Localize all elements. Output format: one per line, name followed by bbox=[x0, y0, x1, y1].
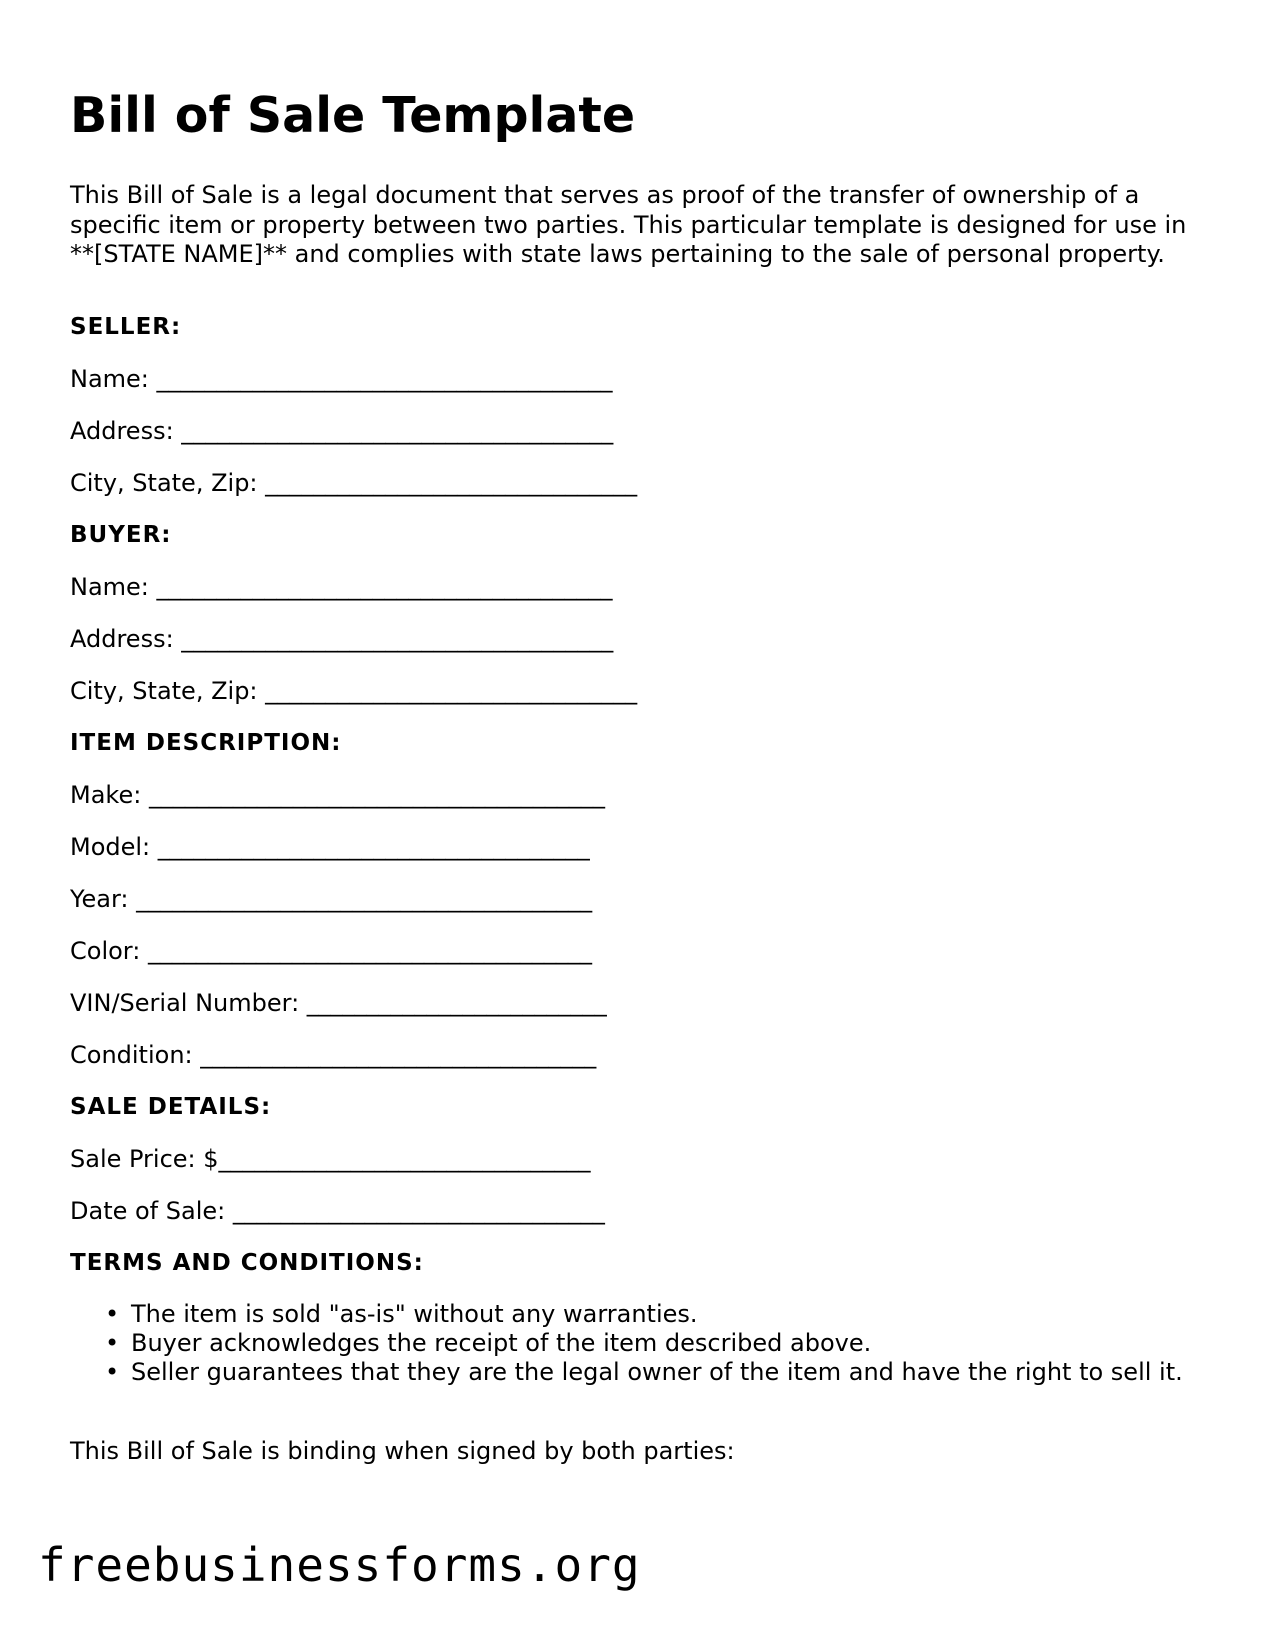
term-text: Seller guarantees that they are the legal owner of the item and have the right to sell it. bbox=[131, 1358, 1183, 1386]
page-title: Bill of Sale Template bbox=[70, 87, 636, 144]
date-of-sale-field[interactable]: Date of Sale: _______________________________ bbox=[70, 1197, 605, 1225]
buyer-address-field[interactable]: Address: ____________________________________ bbox=[70, 625, 614, 653]
term-text: Buyer acknowledges the receipt of the item described above. bbox=[131, 1329, 872, 1357]
seller-heading: SELLER: bbox=[70, 314, 182, 340]
list-item bbox=[105, 1358, 1190, 1387]
seller-name-field[interactable]: Name: ______________________________________ bbox=[70, 365, 613, 393]
item-year-field[interactable]: Year: ______________________________________ bbox=[70, 885, 593, 913]
item-vin-serial-field[interactable]: VIN/Serial Number: _________________________ bbox=[70, 989, 607, 1017]
term-text: The item is sold "as-is" without any warranties. bbox=[131, 1300, 698, 1328]
item-description-heading: ITEM DESCRIPTION: bbox=[70, 730, 342, 756]
terms-heading: TERMS AND CONDITIONS: bbox=[70, 1250, 424, 1276]
intro-paragraph: This Bill of Sale is a legal document that serves as proof of the transfer of ownership of a specific item or property between two parties. This particular template is designed for use in **[STATE NAME]** and complies with state laws pertaining to the sale of personal property. bbox=[70, 181, 1187, 269]
buyer-name-field[interactable]: Name: ______________________________________ bbox=[70, 573, 613, 601]
seller-address-field[interactable]: Address: ____________________________________ bbox=[70, 417, 614, 445]
watermark-text: freebusinessforms.org bbox=[38, 1538, 641, 1592]
sale-details-heading: SALE DETAILS: bbox=[70, 1094, 272, 1120]
list-item bbox=[105, 1329, 1190, 1358]
item-make-field[interactable]: Make: ______________________________________ bbox=[70, 781, 605, 809]
buyer-city-state-zip-field[interactable]: City, State, Zip: _______________________________ bbox=[70, 677, 638, 705]
list-item bbox=[105, 1300, 1190, 1329]
item-color-field[interactable]: Color: _____________________________________ bbox=[70, 937, 592, 965]
item-condition-field[interactable]: Condition: _________________________________ bbox=[70, 1041, 597, 1069]
terms-list bbox=[70, 1300, 1190, 1387]
buyer-heading: BUYER: bbox=[70, 522, 172, 548]
bullet-icon: • bbox=[105, 1358, 120, 1386]
seller-city-state-zip-field[interactable]: City, State, Zip: _______________________________ bbox=[70, 469, 638, 497]
item-model-field[interactable]: Model: ____________________________________ bbox=[70, 833, 590, 861]
bullet-icon: • bbox=[105, 1329, 120, 1357]
sale-price-field[interactable]: Sale Price: $_______________________________ bbox=[70, 1145, 591, 1173]
bullet-icon: • bbox=[105, 1300, 120, 1328]
closing-statement: This Bill of Sale is binding when signed by both parties: bbox=[70, 1437, 735, 1465]
